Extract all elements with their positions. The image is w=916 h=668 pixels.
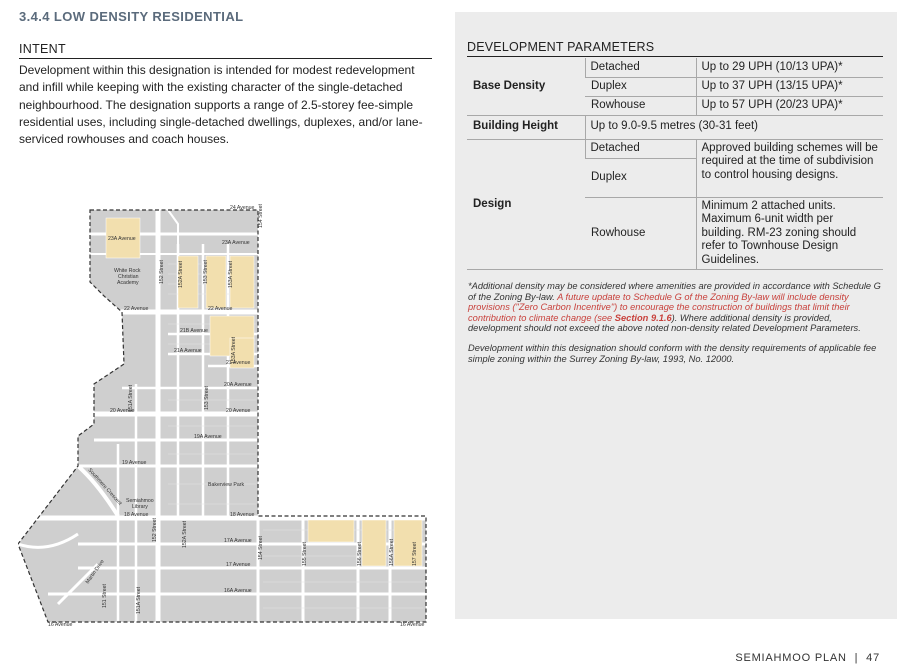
map-label-martin-drive: Martin Drive xyxy=(84,558,106,586)
design-value-detached-duplex: Approved building schemes will be required at the time of subdivision to control housing designs. xyxy=(696,139,883,197)
density-type-rowhouse: Rowhouse xyxy=(585,96,696,115)
map-label-16a-ave: 16A Avenue xyxy=(224,588,252,594)
map-label-23a-ave-top: 23A Avenue xyxy=(222,240,250,246)
note-fee-simple: Development within this designation should conform with the density requirements of applicable fee simple zoning within the Surrey Zoning By-law, 1993, No. 12000. xyxy=(468,342,877,364)
map-label-152-st-2: 152 Street xyxy=(152,518,158,542)
density-value-duplex: Up to 37 UPH (13/15 UPA)* xyxy=(696,77,883,96)
intent-title: INTENT xyxy=(19,42,432,59)
map-label-153-st-2: 153 Street xyxy=(204,386,210,410)
map-label-20-ave-right: 20 Avenue xyxy=(226,408,251,414)
building-height-value: Up to 9.0-9.5 metres (30-31 feet) xyxy=(585,115,883,139)
plan-name: SEMIAHMOO PLAN xyxy=(735,652,847,664)
map-label-18-ave-left: 18 Avenue xyxy=(124,512,149,518)
note-1-b: ). Where additional density is provided, development should not exceed the above noted non-density related Development Parameters. xyxy=(468,312,861,334)
note-1-a: *Additional density may be considered where amenities are provided in accordance with Schedule G of the Zoning By-law. xyxy=(468,281,881,302)
map-label-151a-st-2: 151A Street xyxy=(136,586,142,614)
map-label-20-ave-left: 20 Avenue xyxy=(110,408,135,414)
note-additional-density xyxy=(468,281,886,334)
map-label-19a-ave: 19A Avenue xyxy=(194,434,222,440)
map-label-16-ave-left: 16 Avenue xyxy=(48,622,73,628)
development-parameters-title: DEVELOPMENT PARAMETERS xyxy=(467,40,883,57)
map-label-school-2: Christian xyxy=(118,274,139,280)
design-type-duplex: Duplex xyxy=(585,158,696,197)
map-label-17-ave: 17 Avenue xyxy=(226,562,251,568)
note-1-red: A future update to Schedule G of the Zoning By-law will include density provisions ("Zero Carbon Incentive") to encourage the construction of buildings that limit their contribution to climate change (see xyxy=(468,291,850,323)
table-row xyxy=(467,139,883,158)
map-label-153a-st: 153A Street xyxy=(228,260,234,288)
design-type-detached: Detached xyxy=(585,139,696,158)
map-label-16-ave-right: 16 Avenue xyxy=(400,622,425,628)
density-value-detached: Up to 29 UPH (10/13 UPA)* xyxy=(696,58,883,77)
section-reference-link[interactable]: Section 9.1.6 xyxy=(614,312,672,323)
map-label-22-ave-left: 22 Avenue xyxy=(124,306,149,312)
map-label-154-st-top: 154 Street xyxy=(258,204,264,228)
map-label-18-ave-right: 18 Avenue xyxy=(230,512,255,518)
base-density-label: Base Density xyxy=(467,58,585,115)
density-type-detached: Detached xyxy=(585,58,696,77)
map-label-155-st: 155 Street xyxy=(302,542,308,566)
map-label-library-2: Library xyxy=(132,504,148,510)
map-label-school: White Rock xyxy=(114,268,141,274)
design-value-rowhouse: Minimum 2 attached units. Maximum 6-unit width per building. RM-23 zoning should refer to Townhouse Design Guidelines. xyxy=(696,197,883,270)
density-type-duplex: Duplex xyxy=(585,77,696,96)
map-label-153a-st-2: 153A Street xyxy=(231,336,237,364)
page-footer xyxy=(735,652,880,664)
footer-separator: | xyxy=(854,652,859,664)
map-label-library: Semiahmoo xyxy=(126,498,154,504)
map-label-21-ave: 21 Avenue xyxy=(226,360,251,366)
table-row xyxy=(467,115,883,139)
land-use-map xyxy=(18,204,434,628)
map-label-24-ave: 24 Avenue xyxy=(230,205,255,211)
map-label-153-st: 153 Street xyxy=(203,260,209,284)
map-label-157-st: 157 Street xyxy=(412,542,418,566)
map-label-21b-ave: 21B Avenue xyxy=(180,328,208,334)
map-label-20a-ave: 20A Avenue xyxy=(224,382,252,388)
map-label-156-st: 156 Street xyxy=(357,542,363,566)
map-label-19-ave: 19 Avenue xyxy=(122,460,147,466)
map-label-23a-ave-left: 23A Avenue xyxy=(108,236,136,242)
development-parameters-table xyxy=(467,58,883,270)
map-label-152a-st-2: 152A Street xyxy=(182,520,188,548)
map-label-156a-st: 156A Street xyxy=(389,538,395,566)
table-row xyxy=(467,58,883,77)
section-heading: 3.4.4 LOW DENSITY RESIDENTIAL xyxy=(19,9,244,24)
notes xyxy=(468,281,886,373)
density-value-rowhouse: Up to 57 UPH (20/23 UPA)* xyxy=(696,96,883,115)
building-height-label: Building Height xyxy=(467,115,585,139)
map-label-152a-st: 152A Street xyxy=(178,260,184,288)
map-label-151a-st: 151A Street xyxy=(128,384,134,412)
intent-body: Development within this designation is intended for modest redevelopment and infill while keeping with the existing character of the single-detached neighbourhood. The designation supports a range of 2.5-storey fee-simple residential uses, including single-detached dwellings, duplexes, and/or lane-serviced rowhouses and coach houses. xyxy=(19,63,423,147)
design-label: Design xyxy=(467,139,585,270)
map-label-22-ave-mid: 22 Avenue xyxy=(208,306,233,312)
map-label-151-st: 151 Street xyxy=(102,584,108,608)
map-label-154-st: 154 Street xyxy=(258,536,264,560)
map-label-17a-ave: 17A Avenue xyxy=(224,538,252,544)
map-label-school-3: Academy xyxy=(117,280,139,286)
page-number: 47 xyxy=(866,652,880,664)
map-label-152-st: 152 Street xyxy=(159,260,165,284)
design-type-rowhouse: Rowhouse xyxy=(585,197,696,270)
map-label-21a-ave: 21A Avenue xyxy=(174,348,202,354)
map-label-crescent: Southmere Crescent xyxy=(86,467,123,507)
parameters-panel xyxy=(455,12,897,619)
map-label-park: Bakerview Park xyxy=(208,482,245,488)
